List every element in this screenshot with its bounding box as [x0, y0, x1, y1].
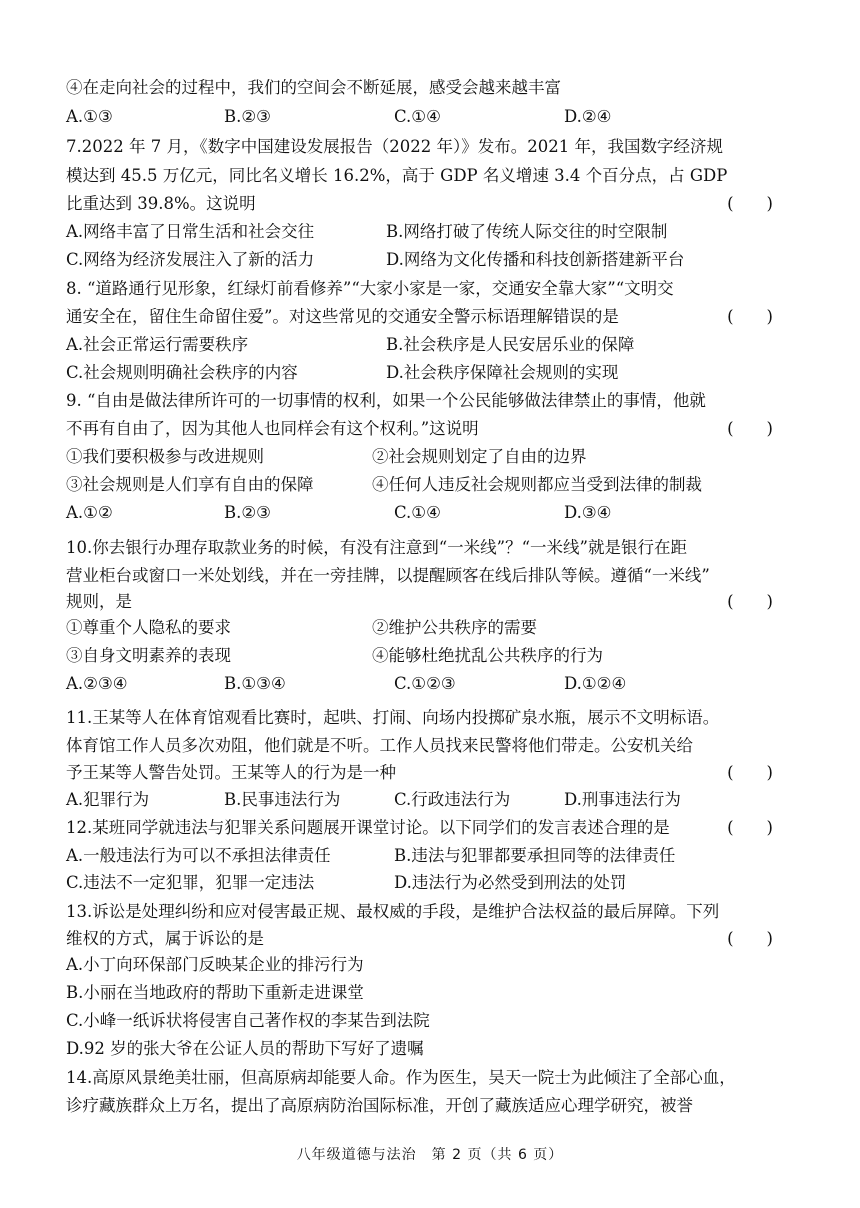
option-d: D.刑事违法行为	[564, 790, 681, 809]
answer-parenthesis: ( )	[727, 419, 773, 438]
option-c: C.行政违法行为	[394, 790, 511, 809]
option-c: C.小峰一纸诉状将侵害自己著作权的李某告到法院	[66, 1011, 430, 1030]
answer-parenthesis: ( )	[727, 307, 773, 326]
option-a: A.网络丰富了日常生活和社会交往	[66, 222, 315, 241]
question-8-text: 通安全在，留住生命留住爱”。对这些常见的交通安全警示标语理解错误的是	[66, 307, 619, 326]
question-11-line-2: 体育馆工作人员多次劝阻，他们就是不听。工作人员找来民警将他们带走。公安机关给	[66, 736, 693, 755]
statement-2: ②维护公共秩序的需要	[372, 618, 537, 637]
option-a: A.社会正常运行需要秩序	[66, 335, 249, 354]
question-12-line-1	[66, 818, 802, 838]
option-b: B.民事违法行为	[224, 790, 341, 809]
option-c: C.违法不一定犯罪，犯罪一定违法	[66, 873, 315, 892]
option-a: A.小丁向环保部门反映某企业的排污行为	[66, 955, 364, 974]
statement-4: ④能够杜绝扰乱公共秩序的行为	[372, 646, 603, 665]
question-8-line-2	[66, 307, 802, 327]
option-a: A.一般违法行为可以不承担法律责任	[66, 846, 331, 865]
answer-parenthesis: ( )	[727, 194, 773, 213]
question-13-line-1: 13.诉讼是处理纠纷和应对侵害最正规、最权威的手段，是维护合法权益的最后屏障。下列	[66, 902, 720, 921]
question-7-line-2: 模达到 45.5 万亿元，同比名义增长 16.2%，高于 GDP 名义增速 3.4 个百分点，占 GDP	[66, 166, 728, 185]
question-14-line-1: 14.高原风景绝美壮丽，但高原病却能要人命。作为医生，吴天一院士为此倾注了全部心血，	[66, 1068, 736, 1087]
statement-2: ②社会规则划定了自由的边界	[372, 447, 587, 466]
option-b: B.网络打破了传统人际交往的时空限制	[386, 222, 668, 241]
question-9-line-1: 9. “自由是做法律所许可的一切事情的权利，如果一个公民能够做法律禁止的事情，他就	[66, 391, 706, 410]
option-d: D.社会秩序保障社会规则的实现	[386, 363, 619, 382]
page-footer: 八年级道德与法治 第 2 页（共 6 页）	[296, 1147, 564, 1163]
answer-parenthesis: ( )	[727, 592, 773, 611]
option-c: C.①④	[394, 107, 441, 126]
answer-parenthesis: ( )	[727, 818, 773, 837]
statement-3: ③自身文明素养的表现	[66, 646, 231, 665]
option-d: D.①②④	[564, 674, 627, 693]
question-9-line-2	[66, 419, 802, 439]
question-12-text: 12.某班同学就违法与犯罪关系问题展开课堂讨论。以下同学们的发言表述合理的是	[66, 818, 670, 837]
option-b: B.②③	[224, 107, 271, 126]
option-d: D.92 岁的张大爷在公证人员的帮助下写好了遗嘱	[66, 1039, 424, 1058]
statement-1: ①尊重个人隐私的要求	[66, 618, 231, 637]
option-b: B.违法与犯罪都要承担同等的法律责任	[394, 846, 676, 865]
statement-4: ④任何人违反社会规则都应当受到法律的制裁	[372, 475, 702, 494]
option-a: A.①②	[66, 503, 113, 522]
question-10-text: 规则，是	[66, 592, 132, 611]
question-7-text: 比重达到 39.8%。这说明	[66, 194, 256, 213]
statement-1: ①我们要积极参与改进规则	[66, 447, 264, 466]
option-b: B.社会秩序是人民安居乐业的保障	[386, 335, 635, 354]
option-d: D.③④	[564, 503, 612, 522]
question-14-line-2: 诊疗藏族群众上万名，提出了高原病防治国际标准，开创了藏族适应心理学研究，被誉	[66, 1096, 693, 1115]
answer-parenthesis: ( )	[727, 929, 773, 948]
option-d: D.网络为文化传播和科技创新搭建新平台	[386, 250, 685, 269]
option-c: C.社会规则明确社会秩序的内容	[66, 363, 298, 382]
question-8-line-1: 8. “道路通行见形象，红绿灯前看修养”“大家小家是一家，交通安全靠大家”“文明交	[66, 279, 674, 298]
option-d: D.②④	[564, 107, 612, 126]
option-b: B.②③	[224, 503, 271, 522]
question-7-line-1: 7.2022 年 7 月，《数字中国建设发展报告（2022 年）》发布。2021 年，我国数字经济规	[66, 137, 723, 156]
answer-parenthesis: ( )	[727, 763, 773, 782]
question-10-line-1: 10.你去银行办理存取款业务的时候，有没有注意到“一米线”？“一米线”就是银行在距	[66, 538, 687, 557]
option-a: A.②③④	[66, 674, 128, 693]
option-b: B.小丽在当地政府的帮助下重新走进课堂	[66, 983, 364, 1002]
question-9-text: 不再有自由了，因为其他人也同样会有这个权利。”这说明	[66, 419, 479, 438]
question-11-line-3	[66, 763, 802, 783]
option-a: A.犯罪行为	[66, 790, 150, 809]
option-a: A.①③	[66, 107, 113, 126]
option-c: C.①④	[394, 503, 441, 522]
option-d: D.违法行为必然受到刑法的处罚	[394, 873, 627, 892]
question-13-text: 维权的方式，属于诉讼的是	[66, 929, 264, 948]
statement-3: ③社会规则是人们享有自由的保障	[66, 475, 314, 494]
question-11-text: 予王某等人警告处罚。王某等人的行为是一种	[66, 763, 396, 782]
question-7-line-3	[66, 194, 802, 214]
question-10-line-2: 营业柜台或窗口一米处划线，并在一旁挂牌，以提醒顾客在线后排队等候。遵循“一米线”	[66, 566, 710, 585]
question-10-line-3	[66, 592, 802, 612]
option-b: B.①③④	[224, 674, 286, 693]
option-c: C.网络为经济发展注入了新的活力	[66, 250, 315, 269]
question-13-line-2	[66, 929, 802, 949]
question-11-line-1: 11.王某等人在体育馆观看比赛时，起哄、打闹、向场内投掷矿泉水瓶，展示不文明标语。	[66, 708, 720, 727]
statement-line: ④在走向社会的过程中，我们的空间会不断延展，感受会越来越丰富	[66, 78, 561, 97]
option-c: C.①②③	[394, 674, 456, 693]
